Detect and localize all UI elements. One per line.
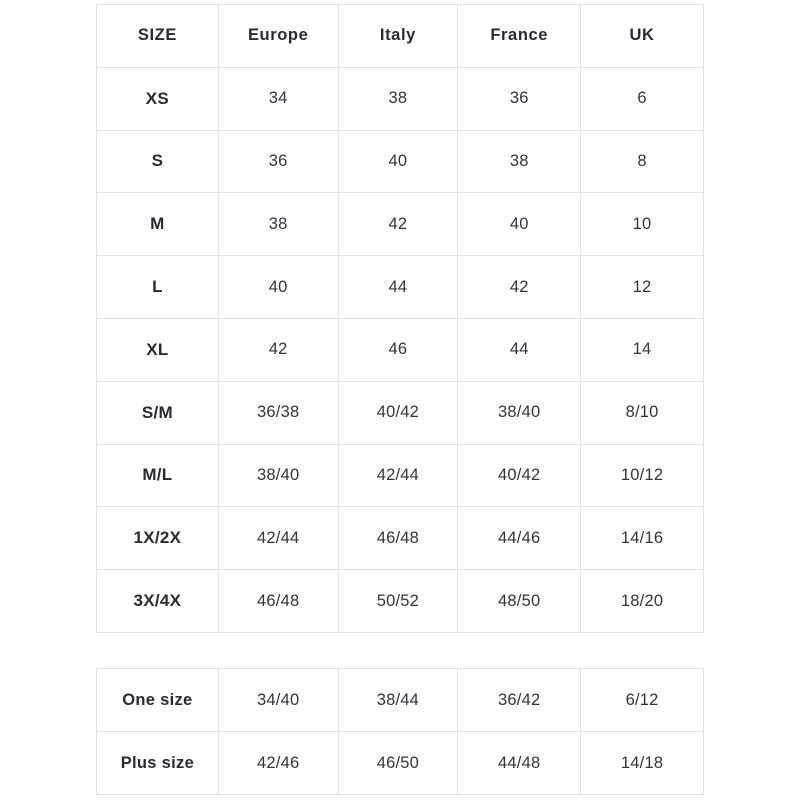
row-label: 1X/2X (97, 507, 219, 570)
row-label: XS (97, 67, 219, 130)
cell-europe: 38 (218, 193, 338, 256)
cell-uk: 12 (581, 256, 704, 319)
cell-france: 42 (458, 256, 581, 319)
cell-italy: 50/52 (338, 570, 458, 633)
cell-uk: 14/18 (581, 732, 704, 795)
cell-italy: 40 (338, 130, 458, 193)
table-row (97, 318, 704, 381)
table-body (97, 669, 704, 795)
cell-france: 38 (458, 130, 581, 193)
cell-europe: 36/38 (218, 381, 338, 444)
table-row (97, 669, 704, 732)
cell-europe: 40 (218, 256, 338, 319)
row-label: M/L (97, 444, 219, 507)
row-label: S (97, 130, 219, 193)
row-label: S/M (97, 381, 219, 444)
column-header-size: SIZE (97, 5, 219, 68)
table-body (97, 67, 704, 632)
column-header-uk: UK (581, 5, 704, 68)
cell-italy: 46/50 (338, 732, 458, 795)
table-row (97, 444, 704, 507)
cell-france: 44 (458, 318, 581, 381)
table-row (97, 507, 704, 570)
cell-france: 38/40 (458, 381, 581, 444)
row-label: XL (97, 318, 219, 381)
cell-france: 36/42 (458, 669, 581, 732)
row-label: One size (97, 669, 219, 732)
size-conversion-table-container (96, 4, 704, 633)
cell-europe: 38/40 (218, 444, 338, 507)
cell-italy: 46/48 (338, 507, 458, 570)
cell-uk: 10/12 (581, 444, 704, 507)
size-conversion-table (96, 4, 704, 633)
table-header (97, 5, 704, 68)
cell-europe: 34/40 (218, 669, 338, 732)
table-header-row (97, 5, 704, 68)
cell-france: 44/46 (458, 507, 581, 570)
cell-italy: 42 (338, 193, 458, 256)
table-row (97, 193, 704, 256)
row-label: Plus size (97, 732, 219, 795)
cell-france: 40 (458, 193, 581, 256)
table-row (97, 256, 704, 319)
cell-uk: 18/20 (581, 570, 704, 633)
cell-uk: 6/12 (581, 669, 704, 732)
cell-uk: 14 (581, 318, 704, 381)
cell-france: 44/48 (458, 732, 581, 795)
column-header-europe: Europe (218, 5, 338, 68)
cell-europe: 42/46 (218, 732, 338, 795)
one-size-table-container (96, 668, 704, 795)
cell-italy: 44 (338, 256, 458, 319)
table-row (97, 570, 704, 633)
cell-europe: 34 (218, 67, 338, 130)
row-label: M (97, 193, 219, 256)
cell-europe: 36 (218, 130, 338, 193)
table-row (97, 130, 704, 193)
cell-italy: 40/42 (338, 381, 458, 444)
table-row (97, 67, 704, 130)
cell-europe: 42/44 (218, 507, 338, 570)
cell-uk: 6 (581, 67, 704, 130)
cell-france: 40/42 (458, 444, 581, 507)
column-header-italy: Italy (338, 5, 458, 68)
table-row (97, 381, 704, 444)
cell-italy: 38 (338, 67, 458, 130)
cell-italy: 38/44 (338, 669, 458, 732)
one-size-table (96, 668, 704, 795)
cell-europe: 46/48 (218, 570, 338, 633)
cell-europe: 42 (218, 318, 338, 381)
column-header-france: France (458, 5, 581, 68)
cell-uk: 14/16 (581, 507, 704, 570)
cell-france: 36 (458, 67, 581, 130)
row-label: L (97, 256, 219, 319)
cell-france: 48/50 (458, 570, 581, 633)
cell-italy: 42/44 (338, 444, 458, 507)
cell-uk: 8/10 (581, 381, 704, 444)
table-row (97, 732, 704, 795)
cell-uk: 10 (581, 193, 704, 256)
row-label: 3X/4X (97, 570, 219, 633)
cell-italy: 46 (338, 318, 458, 381)
cell-uk: 8 (581, 130, 704, 193)
